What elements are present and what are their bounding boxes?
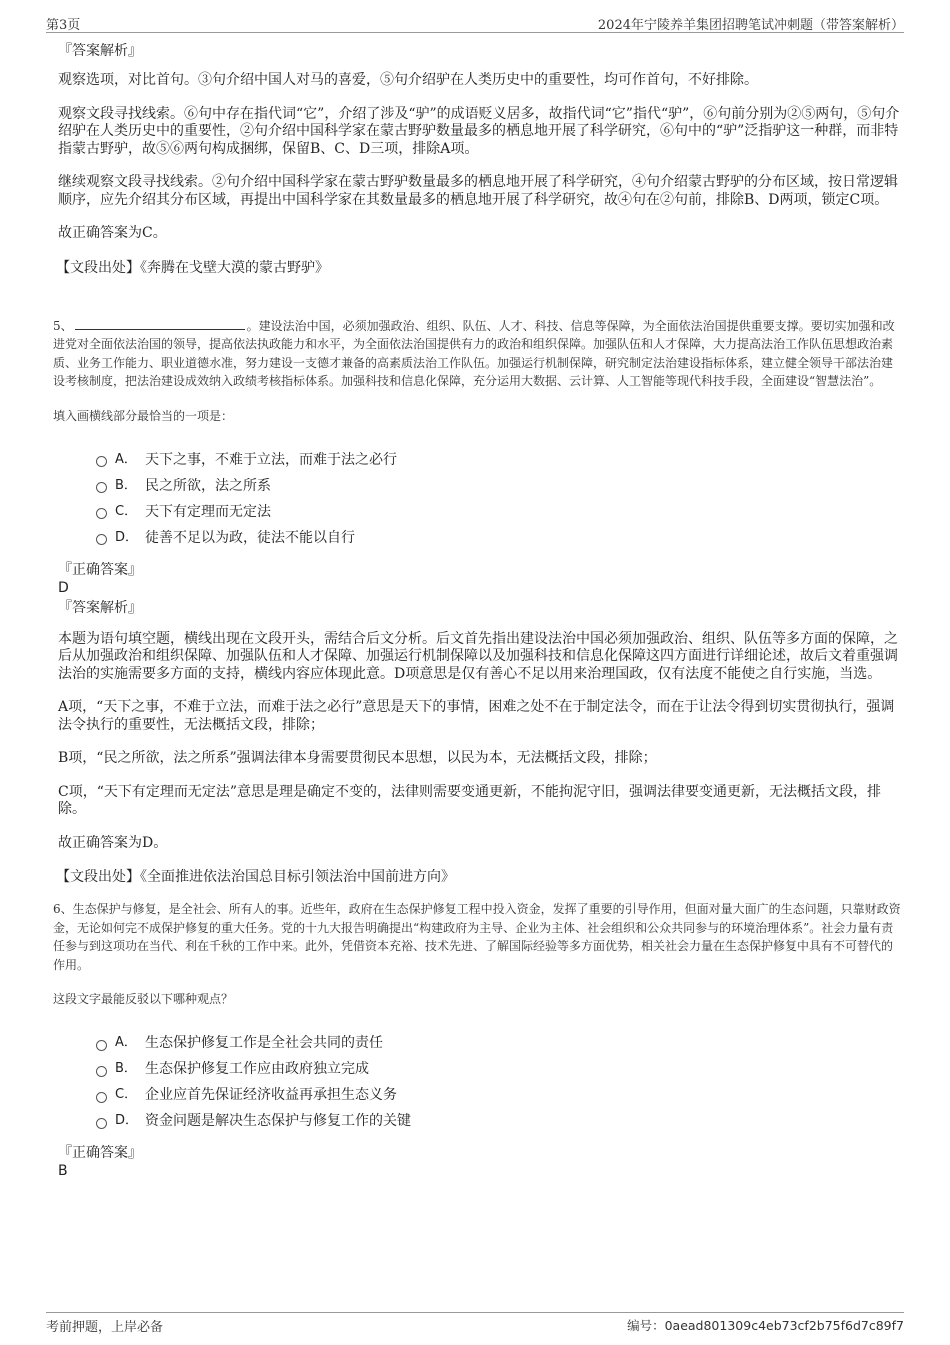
q4-conclusion: 故正确答案为C。 <box>58 225 167 241</box>
radio-icon[interactable] <box>96 1040 107 1051</box>
option-letter: C． <box>115 1087 138 1102</box>
q5-option-c[interactable] <box>96 499 904 525</box>
q6-answer-title: 『正确答案』 <box>58 1145 142 1161</box>
document-title: 2024年宁陵养羊集团招聘笔试冲刺题（带答案解析） <box>597 18 904 33</box>
q6-options <box>96 1030 904 1134</box>
q5-number: 5、 <box>53 318 73 333</box>
q4-analysis-title: 『答案解析』 <box>58 43 142 59</box>
q5-options <box>96 447 904 551</box>
radio-icon[interactable] <box>96 534 107 545</box>
q6-option-b[interactable] <box>96 1056 904 1082</box>
q5-source: 【文段出处】《全面推进依法治国总目标引领法治中国前进方向》 <box>56 869 455 885</box>
footer-slogan: 考前押题，上岸必备 <box>46 1320 164 1335</box>
q5-analysis-paragraph-1: 本题为语句填空题，横线出现在文段开头，需结合后文分析。后文首先指出建设法治中国必须加强政治、组织、队伍等多方面的保障，之后从加强政治和组织保障、加强队伍和人才保障、加强运行机制保障以及加强科技和信息化保障这四方面进行详细论述，故后文着重强调法治的实施需要多方面的支持，横线内容应体现此意。D项意思是仅有善心不足以用来治理国政，仅有法度不能使之自行实施，当选。 <box>58 630 898 682</box>
radio-icon[interactable] <box>96 1066 107 1077</box>
page-header <box>46 12 904 33</box>
option-letter: D． <box>115 1113 139 1128</box>
option-letter: A． <box>115 451 137 467</box>
q5-answer-title: 『正确答案』 <box>58 561 142 578</box>
q4-analysis-paragraph-2: 观察文段寻找线索。⑥句中存在指代词“它”，介绍了涉及“驴”的成语贬义居多，故指代词“它”指代“驴”，⑥句前分别为②⑤两句，⑤句介绍驴在人类历史中的重要性，②句介绍中国科学家在蒙古野驴数量最多的栖息地开展了科学研究，⑥句中的“驴”泛指驴这一种群，而非特指蒙古野驴，故⑤⑥两句构成捆绑，保留B、C、D三项，排除A项。 <box>58 105 900 157</box>
q6-option-c[interactable] <box>96 1082 904 1108</box>
q5-answer: D <box>58 579 69 596</box>
page-number: 第3页 <box>46 18 81 33</box>
radio-icon[interactable] <box>96 482 107 493</box>
q6-option-a[interactable] <box>96 1030 904 1056</box>
option-text: 徒善不足以为政，徒法不能以自行 <box>145 529 355 546</box>
q4-analysis-paragraph-1: 观察选项，对比首句。③句介绍中国人对马的喜爱，⑤句介绍驴在人类历史中的重要性，均可作首句，不好排除。 <box>58 72 758 88</box>
q5-analysis-paragraph-4: C项，“天下有定理而无定法”意思是理是确定不变的，法律则需要变通更新，不能拘泥守旧，强调法律要变通更新，无法概括文段，排除。 <box>58 783 882 817</box>
q5-option-b[interactable] <box>96 473 904 499</box>
document-code: 编号：0aead801309c4eb73cf2b75f6d7c89f7 <box>627 1318 904 1333</box>
q5-option-a[interactable] <box>96 447 904 473</box>
q6-answer: B <box>58 1163 68 1179</box>
q5-prompt: 填入画横线部分最恰当的一项是： <box>53 408 234 423</box>
option-text: 资金问题是解决生态保护与修复工作的关键 <box>145 1113 411 1129</box>
q4-analysis-paragraph-3: 继续观察文段寻找线索。②句介绍中国科学家在蒙古野驴数量最多的栖息地开展了科学研究，④句介绍蒙古野驴的分布区域，按日常逻辑顺序，应先介绍其分布区域，再提出中国科学家在其数量最多的栖息地开展了科学研究，故④句在②句前，排除B、D两项，锁定C项。 <box>58 174 898 208</box>
option-text: 生态保护修复工作应由政府独立完成 <box>145 1061 369 1077</box>
radio-icon[interactable] <box>96 1092 107 1103</box>
option-text: 民之所欲，法之所系 <box>145 477 271 494</box>
radio-icon[interactable] <box>96 508 107 519</box>
q5-blank-line <box>75 318 245 330</box>
q6-prompt: 这段文字最能反驳以下哪种观点？ <box>53 992 234 1006</box>
q5-conclusion: 故正确答案为D。 <box>58 834 168 851</box>
radio-icon[interactable] <box>96 1118 107 1129</box>
option-letter: B． <box>115 1061 137 1076</box>
q5-option-d[interactable] <box>96 525 904 551</box>
q6-question-text: 6、生态保护与修复，是全社会、所有人的事。近些年，政府在生态保护修复工程中投入资金，发挥了重要的引导作用，但面对量大面广的生态问题，只靠财政资金，无论如何完不成保护修复的重大任务。党的十九大报告明确提出“构建政府为主导、企业为主体、社会组织和公众共同参与的环境治理体系”。社会力量有责任参与到这项功在当代、利在千秋的工作中来。此外，凭借资本充裕、技术先进、了解国际经验等多方面优势，相关社会力量在生态保护修复中具有不可替代的作用。 <box>53 902 901 972</box>
option-letter: B． <box>115 477 137 493</box>
option-text: 生态保护修复工作是全社会共同的责任 <box>145 1035 383 1051</box>
page-footer <box>46 1312 904 1333</box>
option-text: 天下之事，不难于立法，而难于法之必行 <box>145 451 397 468</box>
q6-option-d[interactable] <box>96 1108 904 1134</box>
option-letter: D． <box>115 529 139 545</box>
q4-source: 【文段出处】《奔腾在戈壁大漠的蒙古野驴》 <box>56 259 329 276</box>
radio-icon[interactable] <box>96 456 107 467</box>
option-letter: A． <box>115 1035 137 1050</box>
q5-passage: 。建设法治中国，必须加强政治、组织、队伍、人才、科技、信息等保障，为全面依法治国提供重要支撑。要切实加强和改进党对全面依法治国的领导，提高依法执政能力和水平，为全面依法治国提供有力的政治和组织保障。加强队伍和人才保障，大力提高法治工作队伍思想政治素质、业务工作能力、职业道德水准，努力建设一支德才兼备的高素质法治工作队伍。加强运行机制保障，研究制定法治建设指标体系，建立健全领导干部法治建设考核制度，把法治建设成效纳入政绩考核指标体系。加强科技和信息化保障，充分运用大数据、云计算、人工智能等现代科技手段，全面建设“智慧法治”。 <box>53 318 895 388</box>
option-text: 企业应首先保证经济收益再承担生态义务 <box>145 1087 397 1103</box>
q5-analysis-paragraph-3: B项，“民之所欲，法之所系”强调法律本身需要贯彻民本思想，以民为本，无法概括文段，排除； <box>58 750 657 766</box>
option-letter: C． <box>115 503 138 519</box>
page-content <box>53 43 904 1184</box>
q5-analysis-paragraph-2: A项，“天下之事，不难于立法，而难于法之必行”意思是天下的事情，困难之处不在于制定法令，而在于让法令得到切实贯彻执行，强调法令执行的重要性，无法概括文段，排除； <box>58 699 895 733</box>
q5-analysis-title: 『答案解析』 <box>58 599 142 616</box>
option-text: 天下有定理而无定法 <box>145 503 271 520</box>
q5-question-text <box>53 317 904 391</box>
